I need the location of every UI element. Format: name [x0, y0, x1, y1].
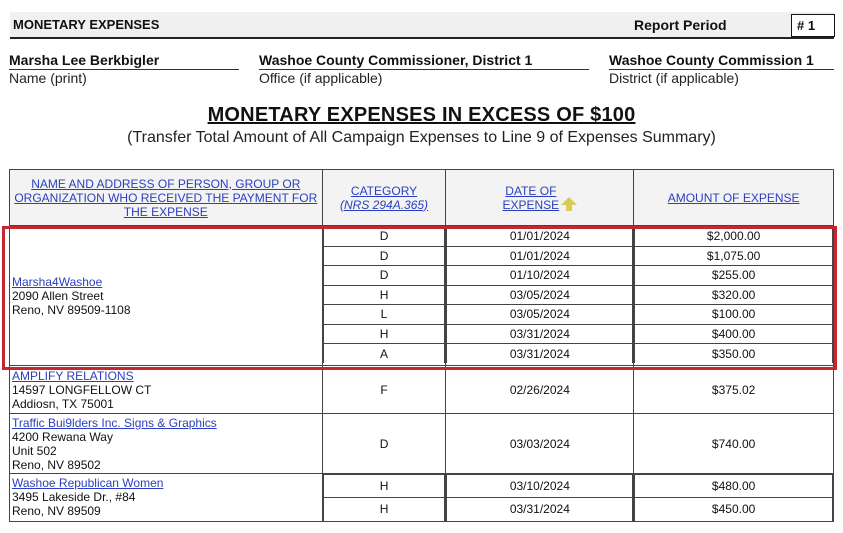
payee-address-line: 3495 Lakeside Dr., #84 [12, 490, 136, 505]
category-value: H [323, 285, 445, 305]
district-label: District (if applicable) [609, 70, 739, 86]
table-row [10, 474, 834, 522]
payee-cell [10, 366, 323, 414]
category-value: D [323, 227, 445, 247]
payee-address-line: 2090 Allen Street [12, 288, 104, 303]
date-header-line1: DATE OF [505, 183, 557, 198]
amount-value: $255.00 [635, 266, 833, 286]
amount-value: $375.02 [634, 366, 834, 414]
payee-cell [10, 474, 323, 522]
amount-list [634, 226, 833, 363]
date-value: 03/31/2024 [447, 324, 633, 344]
payee-link[interactable]: Washoe Republican Women [12, 476, 164, 491]
category-value: H [323, 475, 445, 498]
office-label: Office (if applicable) [259, 70, 383, 86]
payee-address-line: 4200 Rewana Way [12, 429, 113, 444]
payee-link[interactable]: AMPLIFY RELATIONS [12, 368, 134, 383]
category-value: L [323, 305, 445, 325]
category-cell [322, 474, 446, 522]
district-field [609, 52, 834, 86]
category-list [323, 474, 446, 521]
header-category [322, 170, 446, 226]
category-value: H [323, 498, 445, 521]
date-value: 03/05/2024 [447, 305, 633, 325]
payee-address-line: Reno, NV 89509 [12, 504, 101, 519]
date-value: 01/01/2024 [447, 246, 633, 266]
expenses-table [9, 169, 834, 522]
category-cell [322, 226, 446, 366]
amount-value: $2,000.00 [635, 227, 833, 247]
amount-value: $450.00 [635, 498, 833, 521]
amount-list [634, 474, 833, 521]
category-value: F [322, 366, 446, 414]
payee-address-line: Reno, NV 89502 [12, 457, 101, 472]
table-row [10, 414, 834, 474]
payee-address-line: Addiosn, TX 75001 [12, 396, 114, 411]
candidate-name: Marsha Lee Berkbigler [9, 52, 239, 70]
candidate-name-field [9, 52, 239, 86]
category-value: D [323, 266, 445, 286]
amount-value: $350.00 [635, 344, 833, 364]
section-subtitle: (Transfer Total Amount of All Campaign Expenses to Line 9 of Expenses Summary) [127, 129, 716, 146]
report-period-label: Report Period [634, 17, 727, 33]
date-value: 03/03/2024 [446, 414, 634, 474]
header-date [446, 170, 634, 226]
sort-up-arrow-icon [561, 197, 577, 205]
date-value: 02/26/2024 [446, 366, 634, 414]
category-value: H [323, 324, 445, 344]
date-value: 01/10/2024 [447, 266, 633, 286]
date-list [446, 226, 633, 363]
candidate-name-label: Name (print) [9, 70, 87, 86]
section-heading [0, 104, 843, 147]
date-value: 01/01/2024 [447, 227, 633, 247]
sort-by-date-link[interactable] [503, 184, 560, 212]
payee-cell [10, 414, 323, 474]
category-value: D [323, 246, 445, 266]
amount-value: $740.00 [634, 414, 834, 474]
date-value: 03/05/2024 [447, 285, 633, 305]
report-header-bar [10, 12, 834, 39]
amount-value: $1,075.00 [635, 246, 833, 266]
category-value: D [322, 414, 446, 474]
office-field [259, 52, 589, 86]
table-row [10, 366, 834, 414]
category-header-statute: (NRS 294A.365) [340, 197, 429, 212]
amount-cell [634, 226, 834, 366]
report-number-box: # 1 [791, 14, 835, 37]
date-value: 03/31/2024 [447, 344, 633, 364]
date-list [446, 474, 633, 521]
amount-value: $320.00 [635, 285, 833, 305]
date-value: 03/10/2024 [447, 475, 633, 498]
sort-by-category-link[interactable] [340, 184, 428, 212]
amount-value: $100.00 [635, 305, 833, 325]
payee-address-line: Reno, NV 89509-1108 [12, 302, 131, 317]
office-value: Washoe County Commissioner, District 1 [259, 52, 589, 70]
date-cell [446, 226, 634, 366]
category-value: A [323, 344, 445, 364]
payee-link[interactable]: Marsha4Washoe [12, 274, 103, 289]
date-value: 03/31/2024 [447, 498, 633, 521]
table-row [10, 226, 834, 366]
amount-cell [634, 474, 834, 522]
category-header-label: CATEGORY [350, 183, 418, 198]
header-amount [634, 170, 834, 226]
payee-cell [10, 226, 323, 366]
amount-value: $480.00 [635, 475, 833, 498]
section-title: MONETARY EXPENSES IN EXCESS OF $100 [207, 104, 636, 126]
date-cell [446, 474, 634, 522]
form-title: MONETARY EXPENSES [13, 17, 160, 32]
date-header-line2: EXPENSE [502, 197, 560, 212]
sort-by-amount-link[interactable]: AMOUNT OF EXPENSE [667, 190, 800, 205]
payee-link[interactable]: Traffic Bui9lders Inc. Signs & Graphics [12, 415, 217, 430]
sort-by-name-link[interactable]: NAME AND ADDRESS OF PERSON, GROUP OR ORGANIZATION WHO RECEIVED THE PAYMENT FOR THE EXPENSE [14, 176, 318, 219]
payee-address-line: Unit 502 [12, 443, 57, 458]
header-name-address [10, 170, 323, 226]
payee-address-line: 14597 LONGFELLOW CT [12, 382, 152, 397]
amount-value: $400.00 [635, 324, 833, 344]
category-list [323, 226, 446, 363]
district-value: Washoe County Commission 1 [609, 52, 834, 70]
